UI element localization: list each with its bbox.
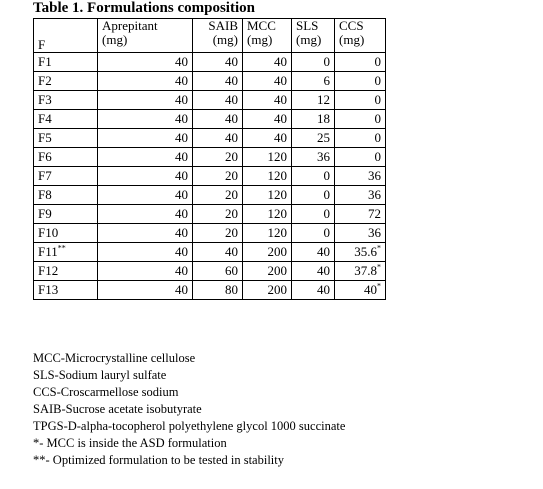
cell-aprepitant bbox=[98, 148, 193, 167]
cell-ccs-value: 36 bbox=[368, 168, 381, 183]
cell-formulation bbox=[34, 72, 98, 91]
cell-saib-value: 40 bbox=[225, 244, 238, 259]
cell-aprepitant bbox=[98, 205, 193, 224]
cell-formulation bbox=[34, 53, 98, 72]
cell-aprepitant bbox=[98, 129, 193, 148]
footnote-line: *- MCC is inside the ASD formulation bbox=[33, 436, 227, 450]
table-row bbox=[34, 129, 386, 148]
cell-ccs bbox=[335, 91, 386, 110]
cell-mcc-value: 120 bbox=[267, 168, 287, 183]
cell-formulation-value: F8 bbox=[38, 187, 52, 202]
cell-sls bbox=[292, 262, 335, 281]
header-label: SAIB bbox=[208, 18, 238, 33]
table-row bbox=[34, 205, 386, 224]
footnote-line: **- Optimized formulation to be tested in stability bbox=[33, 453, 284, 467]
cell-saib-value: 60 bbox=[225, 263, 238, 278]
cell-formulation bbox=[34, 110, 98, 129]
cell-sls-value: 0 bbox=[323, 54, 330, 69]
cell-ccs-value: 40 bbox=[364, 282, 377, 297]
cell-formulation bbox=[34, 186, 98, 205]
cell-sls-value: 36 bbox=[317, 149, 330, 164]
cell-sls bbox=[292, 281, 335, 300]
header-saib bbox=[193, 19, 243, 53]
cell-mcc-value: 200 bbox=[267, 263, 287, 278]
cell-aprepitant-value: 40 bbox=[175, 111, 188, 126]
footnote-line: CCS-Croscarmellose sodium bbox=[33, 385, 179, 399]
cell-formulation bbox=[34, 243, 98, 262]
header-f bbox=[34, 19, 98, 53]
cell-sls bbox=[292, 167, 335, 186]
cell-saib-value: 20 bbox=[225, 149, 238, 164]
cell-formulation-value: F9 bbox=[38, 206, 52, 221]
cell-ccs-value: 36 bbox=[368, 225, 381, 240]
cell-saib-value: 20 bbox=[225, 225, 238, 240]
table-row bbox=[34, 72, 386, 91]
table-row bbox=[34, 110, 386, 129]
cell-formulation-value: F2 bbox=[38, 73, 52, 88]
cell-sls bbox=[292, 72, 335, 91]
cell-aprepitant bbox=[98, 91, 193, 110]
cell-sls bbox=[292, 243, 335, 262]
cell-sls bbox=[292, 91, 335, 110]
cell-saib bbox=[193, 281, 243, 300]
cell-ccs-value: 35.6 bbox=[354, 244, 377, 259]
cell-formulation bbox=[34, 205, 98, 224]
cell-sls-value: 0 bbox=[323, 206, 330, 221]
header-unit: (mg) bbox=[296, 32, 322, 47]
footnotes bbox=[33, 350, 345, 469]
cell-ccs bbox=[335, 129, 386, 148]
header-label: CCS bbox=[339, 18, 364, 33]
cell-ccs-value: 37.8 bbox=[354, 263, 377, 278]
cell-ccs-value: 72 bbox=[368, 206, 381, 221]
cell-ccs-value: 0 bbox=[374, 149, 381, 164]
header-mcc bbox=[243, 19, 292, 53]
header-sls bbox=[292, 19, 335, 53]
table-row bbox=[34, 281, 386, 300]
footnote-mark: ** bbox=[57, 243, 66, 253]
cell-saib-value: 40 bbox=[225, 130, 238, 145]
cell-saib bbox=[193, 110, 243, 129]
cell-formulation-value: F12 bbox=[38, 263, 59, 278]
cell-mcc-value: 120 bbox=[267, 187, 287, 202]
cell-saib bbox=[193, 72, 243, 91]
cell-saib bbox=[193, 129, 243, 148]
cell-saib bbox=[193, 243, 243, 262]
cell-sls-value: 25 bbox=[317, 130, 330, 145]
cell-aprepitant bbox=[98, 167, 193, 186]
footnote-mark: * bbox=[377, 262, 381, 272]
cell-aprepitant-value: 40 bbox=[175, 54, 188, 69]
cell-aprepitant-value: 40 bbox=[175, 225, 188, 240]
cell-saib-value: 40 bbox=[225, 54, 238, 69]
cell-saib bbox=[193, 205, 243, 224]
cell-sls bbox=[292, 186, 335, 205]
cell-sls bbox=[292, 110, 335, 129]
cell-ccs bbox=[335, 205, 386, 224]
header-unit: (mg) bbox=[102, 32, 128, 47]
cell-sls-value: 6 bbox=[323, 73, 330, 88]
cell-ccs-value: 0 bbox=[374, 130, 381, 145]
cell-mcc-value: 40 bbox=[274, 73, 287, 88]
cell-ccs-value: 0 bbox=[374, 54, 381, 69]
cell-aprepitant bbox=[98, 53, 193, 72]
cell-sls bbox=[292, 224, 335, 243]
cell-sls bbox=[292, 53, 335, 72]
formulations-table bbox=[33, 18, 386, 300]
cell-aprepitant bbox=[98, 224, 193, 243]
cell-formulation-value: F10 bbox=[38, 225, 59, 240]
cell-mcc bbox=[243, 243, 292, 262]
cell-ccs bbox=[335, 110, 386, 129]
footnote-line: SLS-Sodium lauryl sulfate bbox=[33, 368, 167, 382]
cell-sls-value: 40 bbox=[317, 282, 330, 297]
cell-mcc-value: 40 bbox=[274, 92, 287, 107]
cell-formulation bbox=[34, 91, 98, 110]
cell-aprepitant-value: 40 bbox=[175, 130, 188, 145]
header-label: MCC bbox=[247, 18, 276, 33]
cell-sls-value: 0 bbox=[323, 225, 330, 240]
cell-ccs-value: 0 bbox=[374, 92, 381, 107]
cell-ccs bbox=[335, 262, 386, 281]
cell-ccs bbox=[335, 148, 386, 167]
table-row bbox=[34, 148, 386, 167]
cell-ccs bbox=[335, 167, 386, 186]
table-row bbox=[34, 224, 386, 243]
cell-aprepitant bbox=[98, 262, 193, 281]
cell-sls-value: 40 bbox=[317, 244, 330, 259]
cell-mcc bbox=[243, 205, 292, 224]
cell-aprepitant-value: 40 bbox=[175, 206, 188, 221]
table-header-row bbox=[34, 19, 386, 53]
cell-sls-value: 40 bbox=[317, 263, 330, 278]
cell-aprepitant bbox=[98, 281, 193, 300]
cell-saib bbox=[193, 91, 243, 110]
footnote-line: SAIB-Sucrose acetate isobutyrate bbox=[33, 402, 202, 416]
cell-ccs-value: 0 bbox=[374, 111, 381, 126]
cell-aprepitant-value: 40 bbox=[175, 187, 188, 202]
cell-formulation-value: F3 bbox=[38, 92, 52, 107]
cell-saib bbox=[193, 53, 243, 72]
cell-aprepitant-value: 40 bbox=[175, 244, 188, 259]
table-row bbox=[34, 243, 386, 262]
footnote-line: TPGS-D-alpha-tocopherol polyethylene glycol 1000 succinate bbox=[33, 419, 346, 433]
cell-mcc bbox=[243, 72, 292, 91]
cell-sls bbox=[292, 205, 335, 224]
footnote-line: MCC-Microcrystalline cellulose bbox=[33, 351, 196, 365]
cell-mcc bbox=[243, 186, 292, 205]
cell-saib-value: 40 bbox=[225, 92, 238, 107]
cell-formulation-value: F1 bbox=[38, 54, 52, 69]
cell-aprepitant-value: 40 bbox=[175, 263, 188, 278]
cell-saib bbox=[193, 167, 243, 186]
table-row bbox=[34, 186, 386, 205]
cell-mcc bbox=[243, 167, 292, 186]
cell-saib-value: 80 bbox=[225, 282, 238, 297]
cell-formulation-value: F5 bbox=[38, 130, 52, 145]
cell-aprepitant-value: 40 bbox=[175, 92, 188, 107]
cell-mcc-value: 200 bbox=[267, 282, 287, 297]
cell-saib-value: 40 bbox=[225, 73, 238, 88]
cell-ccs bbox=[335, 224, 386, 243]
header-aprepitant bbox=[98, 19, 193, 53]
cell-formulation bbox=[34, 281, 98, 300]
cell-sls-value: 0 bbox=[323, 168, 330, 183]
cell-formulation-value: F11 bbox=[38, 244, 58, 259]
cell-aprepitant-value: 40 bbox=[175, 282, 188, 297]
table-row bbox=[34, 262, 386, 281]
table-row bbox=[34, 91, 386, 110]
header-unit: (mg) bbox=[247, 32, 273, 47]
cell-aprepitant-value: 40 bbox=[175, 149, 188, 164]
table-row bbox=[34, 53, 386, 72]
cell-mcc bbox=[243, 262, 292, 281]
header-unit: (mg) bbox=[212, 32, 238, 47]
cell-ccs bbox=[335, 72, 386, 91]
cell-mcc bbox=[243, 53, 292, 72]
cell-aprepitant bbox=[98, 72, 193, 91]
cell-ccs-value: 36 bbox=[368, 187, 381, 202]
cell-saib-value: 20 bbox=[225, 187, 238, 202]
cell-saib-value: 40 bbox=[225, 111, 238, 126]
cell-aprepitant-value: 40 bbox=[175, 168, 188, 183]
cell-saib-value: 20 bbox=[225, 206, 238, 221]
cell-ccs bbox=[335, 186, 386, 205]
cell-formulation bbox=[34, 129, 98, 148]
cell-formulation bbox=[34, 167, 98, 186]
cell-mcc bbox=[243, 110, 292, 129]
cell-mcc bbox=[243, 224, 292, 243]
cell-sls-value: 18 bbox=[317, 111, 330, 126]
cell-aprepitant bbox=[98, 110, 193, 129]
cell-ccs bbox=[335, 281, 386, 300]
cell-sls bbox=[292, 129, 335, 148]
cell-saib bbox=[193, 224, 243, 243]
cell-sls bbox=[292, 148, 335, 167]
cell-ccs-value: 0 bbox=[374, 73, 381, 88]
cell-formulation-value: F6 bbox=[38, 149, 52, 164]
cell-ccs bbox=[335, 243, 386, 262]
header-ccs bbox=[335, 19, 386, 53]
cell-mcc bbox=[243, 148, 292, 167]
cell-mcc-value: 200 bbox=[267, 244, 287, 259]
cell-saib bbox=[193, 186, 243, 205]
cell-aprepitant bbox=[98, 243, 193, 262]
cell-sls-value: 0 bbox=[323, 187, 330, 202]
footnote-mark: * bbox=[377, 243, 381, 253]
cell-mcc bbox=[243, 129, 292, 148]
header-label: SLS bbox=[296, 18, 319, 33]
cell-mcc-value: 40 bbox=[274, 130, 287, 145]
table-row bbox=[34, 167, 386, 186]
cell-mcc-value: 40 bbox=[274, 111, 287, 126]
cell-formulation-value: F4 bbox=[38, 111, 52, 126]
header-unit: (mg) bbox=[339, 32, 365, 47]
cell-mcc-value: 120 bbox=[267, 206, 287, 221]
cell-sls-value: 12 bbox=[317, 92, 330, 107]
cell-mcc bbox=[243, 91, 292, 110]
cell-formulation bbox=[34, 262, 98, 281]
cell-aprepitant-value: 40 bbox=[175, 73, 188, 88]
cell-saib bbox=[193, 148, 243, 167]
cell-formulation-value: F7 bbox=[38, 168, 52, 183]
cell-ccs bbox=[335, 53, 386, 72]
table-title: Table 1. Formulations composition bbox=[33, 0, 255, 16]
cell-formulation bbox=[34, 224, 98, 243]
cell-mcc-value: 120 bbox=[267, 149, 287, 164]
cell-saib bbox=[193, 262, 243, 281]
cell-mcc bbox=[243, 281, 292, 300]
cell-formulation-value: F13 bbox=[38, 282, 59, 297]
header-label: Aprepitant bbox=[102, 18, 158, 33]
header-label: F bbox=[38, 37, 46, 52]
footnote-mark: * bbox=[377, 281, 381, 291]
cell-mcc-value: 120 bbox=[267, 225, 287, 240]
cell-aprepitant bbox=[98, 186, 193, 205]
cell-mcc-value: 40 bbox=[274, 54, 287, 69]
cell-formulation bbox=[34, 148, 98, 167]
cell-saib-value: 20 bbox=[225, 168, 238, 183]
